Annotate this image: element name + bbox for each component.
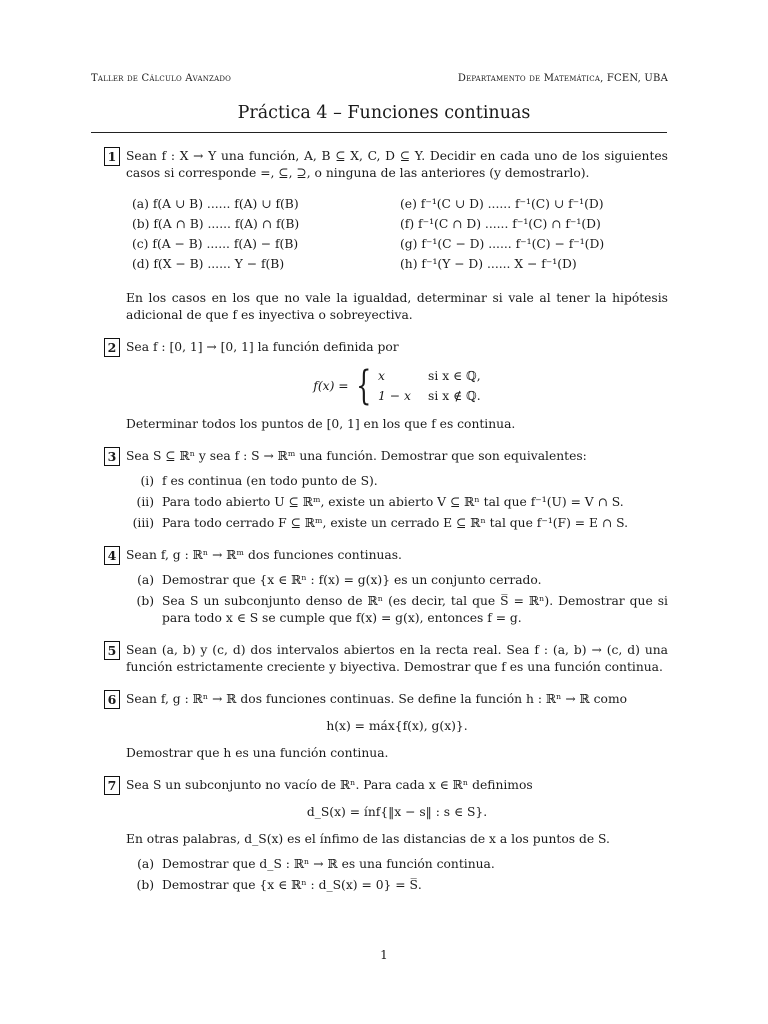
list-item bbox=[132, 494, 668, 511]
exercise-intro: Sean f : X → Y una función, A, B ⊆ X, C, D ⊆ Y. Decidir en cada uno de los siguientes casos si corresponde =, ⊆, ⊇, o ninguna de las anteriores (y demostrarlo). bbox=[126, 149, 668, 180]
list-item bbox=[132, 515, 668, 532]
exercise-intro: Sean (a, b) y (c, d) dos intervalos abiertos en la recta real. Sea f : (a, b) → (c, d) una función estrictamente creciente y biyectiva. Demostrar que f es una función continua. bbox=[126, 643, 668, 674]
exercise-note: En otras palabras, d_S(x) es el ínfimo de las distancias de x a los puntos de S. bbox=[126, 832, 610, 846]
item-text: Para todo cerrado F ⊆ ℝᵐ, existe un cerrado E ⊆ ℝⁿ tal que f⁻¹(F) = E ∩ S. bbox=[162, 516, 628, 530]
exercise-intro: Sean f, g : ℝⁿ → ℝ dos funciones continuas. Se define la función h : ℝⁿ → ℝ como bbox=[126, 692, 628, 706]
item-column-right bbox=[400, 194, 668, 274]
exercise-2 bbox=[104, 339, 668, 433]
formula-cases bbox=[378, 366, 481, 406]
case-condition: si x ∉ ℚ. bbox=[428, 389, 481, 403]
item-label: (b) bbox=[136, 594, 154, 608]
item-text: Demostrar que {x ∈ ℝⁿ : f(x) = g(x)} es un conjunto cerrado. bbox=[162, 573, 542, 587]
list-item bbox=[132, 856, 668, 873]
item-column-left bbox=[132, 194, 400, 274]
exercise-list bbox=[104, 148, 668, 909]
exercise-number: 7 bbox=[104, 776, 120, 795]
exercise-7 bbox=[104, 777, 668, 894]
list-item: (e) f⁻¹(C ∪ D) ...... f⁻¹(C) ∪ f⁻¹(D) bbox=[400, 197, 604, 211]
item-list bbox=[132, 572, 668, 627]
exercise-1 bbox=[104, 148, 668, 324]
header-left: Taller de Cálculo Avanzado bbox=[91, 73, 232, 84]
display-formula: h(x) = máx{f(x), g(x)}. bbox=[326, 719, 468, 733]
exercise-number: 5 bbox=[104, 641, 120, 660]
exercise-intro: Sea S ⊆ ℝⁿ y sea f : S → ℝᵐ una función. Demostrar que son equivalentes: bbox=[126, 449, 587, 463]
list-item: (a) f(A ∪ B) ...... f(A) ∪ f(B) bbox=[132, 197, 299, 211]
exercise-intro: Sea f : [0, 1] → [0, 1] la función definida por bbox=[126, 340, 399, 354]
exercise-note: Determinar todos los puntos de [0, 1] en los que f es continua. bbox=[126, 417, 516, 431]
item-text: Demostrar que {x ∈ ℝⁿ : d_S(x) = 0} = S̅. bbox=[162, 878, 422, 892]
list-item bbox=[132, 572, 668, 589]
exercise-number: 3 bbox=[104, 447, 120, 466]
list-item: (d) f(X − B) ...... Y − f(B) bbox=[132, 257, 285, 271]
case-condition: si x ∈ ℚ, bbox=[428, 369, 481, 383]
exercise-3 bbox=[104, 448, 668, 532]
item-text: Para todo abierto U ⊆ ℝᵐ, existe un abierto V ⊆ ℝⁿ tal que f⁻¹(U) = V ∩ S. bbox=[162, 495, 624, 509]
exercise-intro: Sean f, g : ℝⁿ → ℝᵐ dos funciones continuas. bbox=[126, 548, 402, 562]
exercise-intro: Sea S un subconjunto no vacío de ℝⁿ. Para cada x ∈ ℝⁿ definimos bbox=[126, 778, 533, 792]
item-label: (ii) bbox=[136, 495, 154, 509]
list-item bbox=[132, 593, 668, 627]
exercise-number: 2 bbox=[104, 338, 120, 357]
formula-lhs: f(x) = bbox=[313, 378, 349, 393]
title-rule bbox=[91, 132, 667, 133]
exercise-4 bbox=[104, 547, 668, 627]
item-label: (a) bbox=[137, 857, 154, 871]
left-brace: { bbox=[355, 363, 371, 409]
item-label: (i) bbox=[140, 474, 154, 488]
item-text: f es continua (en todo punto de S). bbox=[162, 474, 378, 488]
item-text: Sea S un subconjunto denso de ℝⁿ (es decir, tal que S̅ = ℝⁿ). Demostrar que si para todo x ∈ S se cumple que f(x) = g(x), entonces f = g. bbox=[162, 594, 668, 625]
header-right: Departamento de Matemática, FCEN, UBA bbox=[457, 73, 668, 84]
display-formula: d_S(x) = ínf{‖x − s‖ : s ∈ S}. bbox=[306, 805, 488, 819]
list-item: (b) f(A ∩ B) ...... f(A) ∩ f(B) bbox=[132, 217, 300, 231]
list-item: (h) f⁻¹(Y − D) ...... X − f⁻¹(D) bbox=[400, 257, 577, 271]
exercise-note: En los casos en los que no vale la igualdad, determinar si vale al tener la hipótesis adicional de que f es inyectiva o sobreyectiva. bbox=[126, 291, 668, 322]
list-item bbox=[132, 877, 668, 894]
case-value: 1 − x bbox=[378, 389, 411, 403]
item-grid bbox=[132, 194, 668, 274]
page-number: 1 bbox=[380, 948, 388, 962]
item-list bbox=[132, 856, 668, 894]
list-item: (f) f⁻¹(C ∩ D) ...... f⁻¹(C) ∩ f⁻¹(D) bbox=[400, 217, 601, 231]
piecewise-formula bbox=[126, 363, 668, 409]
item-label: (b) bbox=[136, 878, 154, 892]
exercise-number: 6 bbox=[104, 690, 120, 709]
exercise-number: 4 bbox=[104, 546, 120, 565]
item-label: (iii) bbox=[132, 516, 154, 530]
item-label: (a) bbox=[137, 573, 154, 587]
exercise-number: 1 bbox=[104, 147, 120, 166]
exercise-note: Demostrar que h es una función continua. bbox=[126, 746, 389, 760]
page-title: Práctica 4 – Funciones continuas bbox=[237, 103, 531, 123]
list-item: (g) f⁻¹(C − D) ...... f⁻¹(C) − f⁻¹(D) bbox=[400, 237, 605, 251]
item-text: Demostrar que d_S : ℝⁿ → ℝ es una función continua. bbox=[162, 857, 495, 871]
exercise-6 bbox=[104, 691, 668, 762]
list-item: (c) f(A − B) ...... f(A) − f(B) bbox=[132, 237, 299, 251]
item-list bbox=[132, 473, 668, 532]
exercise-5 bbox=[104, 642, 668, 676]
case-value: x bbox=[378, 369, 385, 383]
list-item bbox=[132, 473, 668, 490]
